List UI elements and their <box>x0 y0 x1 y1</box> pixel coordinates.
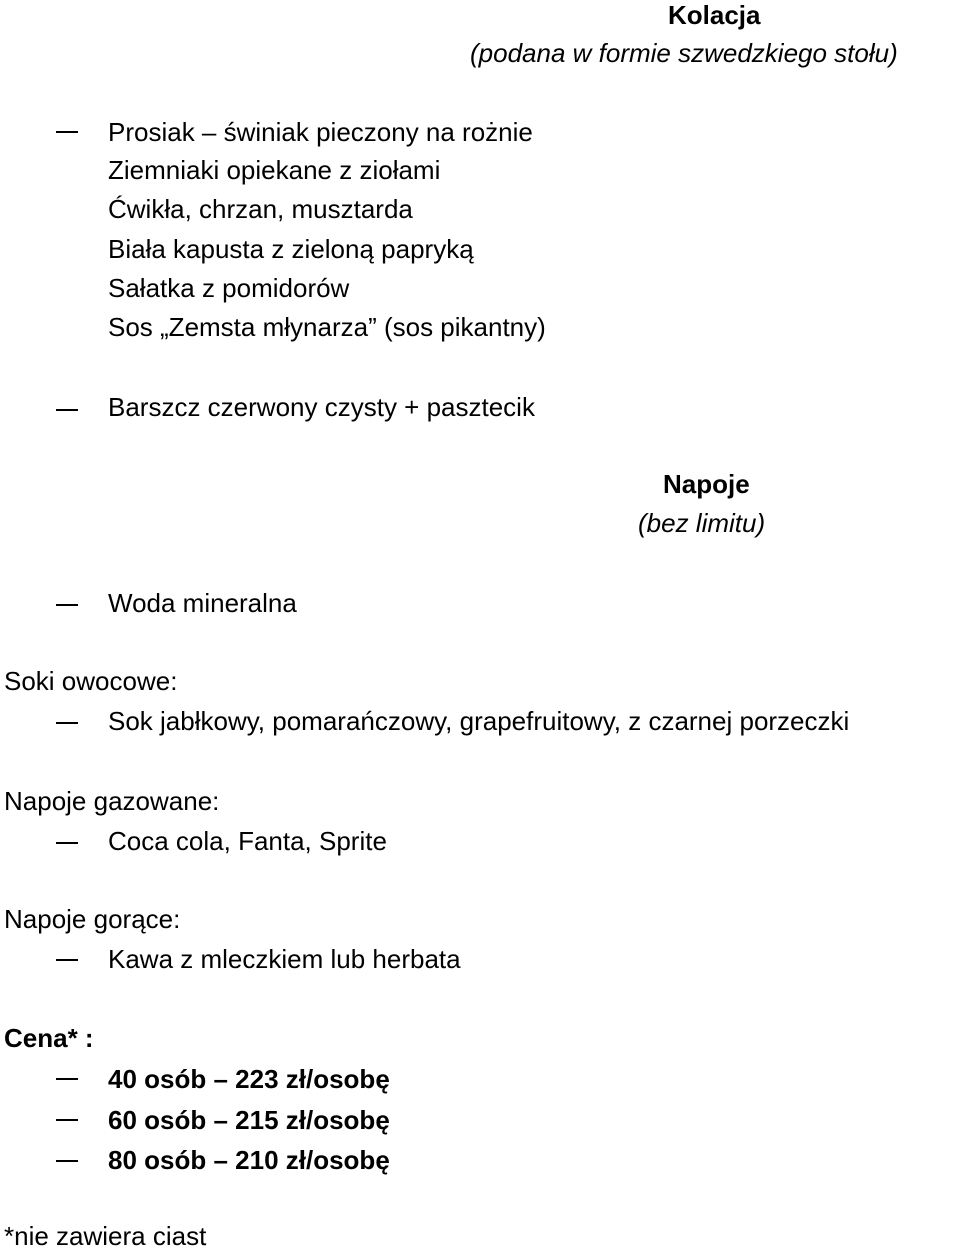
bullet-dash <box>56 722 78 724</box>
price-label: Cena* : <box>4 1023 94 1053</box>
drink-hot: Kawa z mleczkiem lub herbata <box>108 944 461 974</box>
bullet-dash <box>56 409 78 411</box>
price-item: 40 osób – 223 zł/osobę <box>108 1064 390 1094</box>
soda-label: Napoje gazowane: <box>4 786 220 816</box>
dinner-title: Kolacja <box>668 0 761 30</box>
juices-label: Soki owocowe: <box>4 666 178 696</box>
bullet-dash <box>56 1160 78 1162</box>
bullet-dash <box>56 842 78 844</box>
price-footnote: *nie zawiera ciast <box>4 1221 207 1251</box>
price-item: 80 osób – 210 zł/osobę <box>108 1145 390 1175</box>
hot-label: Napoje gorące: <box>4 904 181 934</box>
drinks-title: Napoje <box>663 469 750 499</box>
menu-item: Prosiak – świniak pieczony na rożnie <box>108 117 533 147</box>
bullet-dash <box>56 131 78 133</box>
drink-soda: Coca cola, Fanta, Sprite <box>108 826 387 856</box>
bullet-dash <box>56 1078 78 1080</box>
drinks-subtitle: (bez limitu) <box>638 508 766 538</box>
bullet-dash <box>56 1119 78 1121</box>
bullet-dash <box>56 604 78 606</box>
price-item: 60 osób – 215 zł/osobę <box>108 1105 390 1135</box>
bullet-dash <box>56 959 78 961</box>
menu-item: Sos „Zemsta młynarza” (sos pikantny) <box>108 312 546 342</box>
menu-item: Biała kapusta z zieloną papryką <box>108 234 474 264</box>
menu-item: Barszcz czerwony czysty + pasztecik <box>108 392 535 422</box>
menu-item: Sałatka z pomidorów <box>108 273 350 303</box>
drink-juices: Sok jabłkowy, pomarańczowy, grapefruitowy, z czarnej porzeczki <box>108 706 850 736</box>
menu-item: Ziemniaki opiekane z ziołami <box>108 155 441 185</box>
drink-water: Woda mineralna <box>108 588 297 618</box>
menu-item: Ćwikła, chrzan, musztarda <box>108 194 413 224</box>
dinner-subtitle: (podana w formie szwedzkiego stołu) <box>470 38 898 68</box>
